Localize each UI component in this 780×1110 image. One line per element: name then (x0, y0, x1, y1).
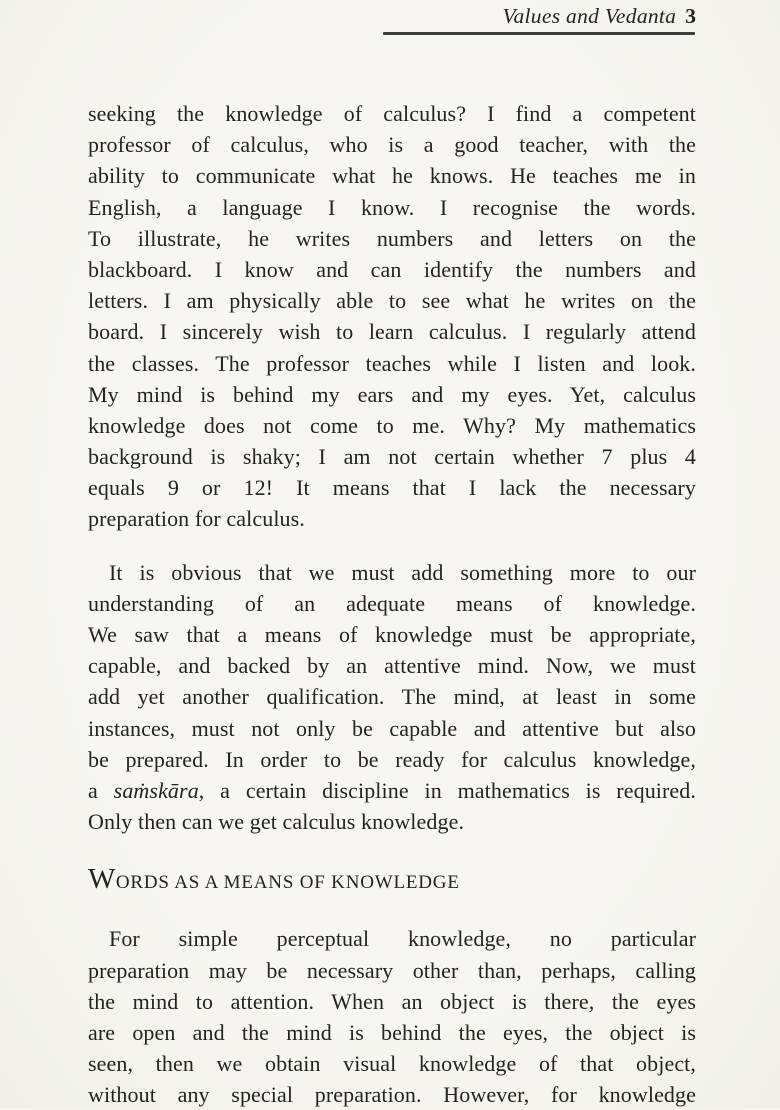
text-line: capable, and backed by an attentive mind. Now, we must (88, 653, 696, 679)
text-line: seeking the knowledge of calculus? I find a competent (88, 101, 696, 126)
text-line: We saw that a means of knowledge must be appropriate, (88, 622, 696, 647)
section-heading (88, 863, 696, 896)
text-line: preparation may be necessary other than, perhaps, calling (88, 957, 696, 983)
text-line: instances, must not only be capable and attentive but also (88, 715, 696, 741)
text-line: For simple perceptual knowledge, no particular (109, 926, 696, 952)
running-header (502, 3, 696, 29)
text-line: board. I sincerely wish to learn calculus. I regularly attend (88, 319, 696, 345)
text-line: ability to communicate what he knows. He teaches me in (88, 163, 696, 189)
text-line: professor of calculus, who is a good teacher, with the (88, 132, 696, 158)
text-line: seen, then we obtain visual knowledge of that object, (88, 1051, 696, 1077)
text-line: understanding of an adequate means of knowledge. (88, 590, 696, 616)
paragraph-2 (88, 557, 696, 838)
running-title: Values and Vedanta (502, 4, 677, 28)
text-line: letters. I am physically able to see what he writes on the (88, 288, 696, 314)
paragraph-3 (88, 923, 696, 1110)
section-heading-initial: W (88, 863, 116, 896)
text-line: the classes. The professor teaches while I listen and look. (88, 350, 696, 376)
text-line: add yet another qualification. The mind, at least in some (88, 684, 696, 710)
text-line: are open and the mind is behind the eyes, the object is (88, 1019, 696, 1045)
text-line: English, a language I know. I recognise the words. (88, 194, 696, 220)
section-heading-rest: ORDS AS A MEANS OF KNOWLEDGE (115, 872, 460, 894)
text-line: preparation for calculus. (88, 506, 305, 532)
paragraph-1 (88, 98, 696, 535)
text-line: My mind is behind my ears and my eyes. Yet, calculus (88, 381, 696, 407)
text-line: Only then can we get calculus knowledge. (88, 809, 465, 835)
text-line: without any special preparation. However, for knowledge (88, 1082, 696, 1108)
text-line: a saṁskāra, a certain discipline in mathematics is required. (88, 777, 696, 803)
text-line: To illustrate, he writes numbers and letters on the (88, 225, 696, 251)
text-line: knowledge does not come to me. Why? My mathematics (88, 412, 696, 438)
header-rule (383, 32, 695, 35)
text-line: the mind to attention. When an object is there, the eyes (88, 988, 696, 1014)
text-line: blackboard. I know and can identify the numbers and (88, 256, 696, 282)
page-number: 3 (685, 4, 696, 28)
text-line: background is shaky; I am not certain whether 7 plus 4 (88, 444, 696, 470)
text-line: equals 9 or 12! It means that I lack the necessary (88, 475, 696, 501)
text-line: be prepared. In order to be ready for calculus knowledge, (88, 746, 696, 772)
page-body (88, 98, 696, 1110)
text-line: It is obvious that we must add something more to our (109, 559, 696, 585)
